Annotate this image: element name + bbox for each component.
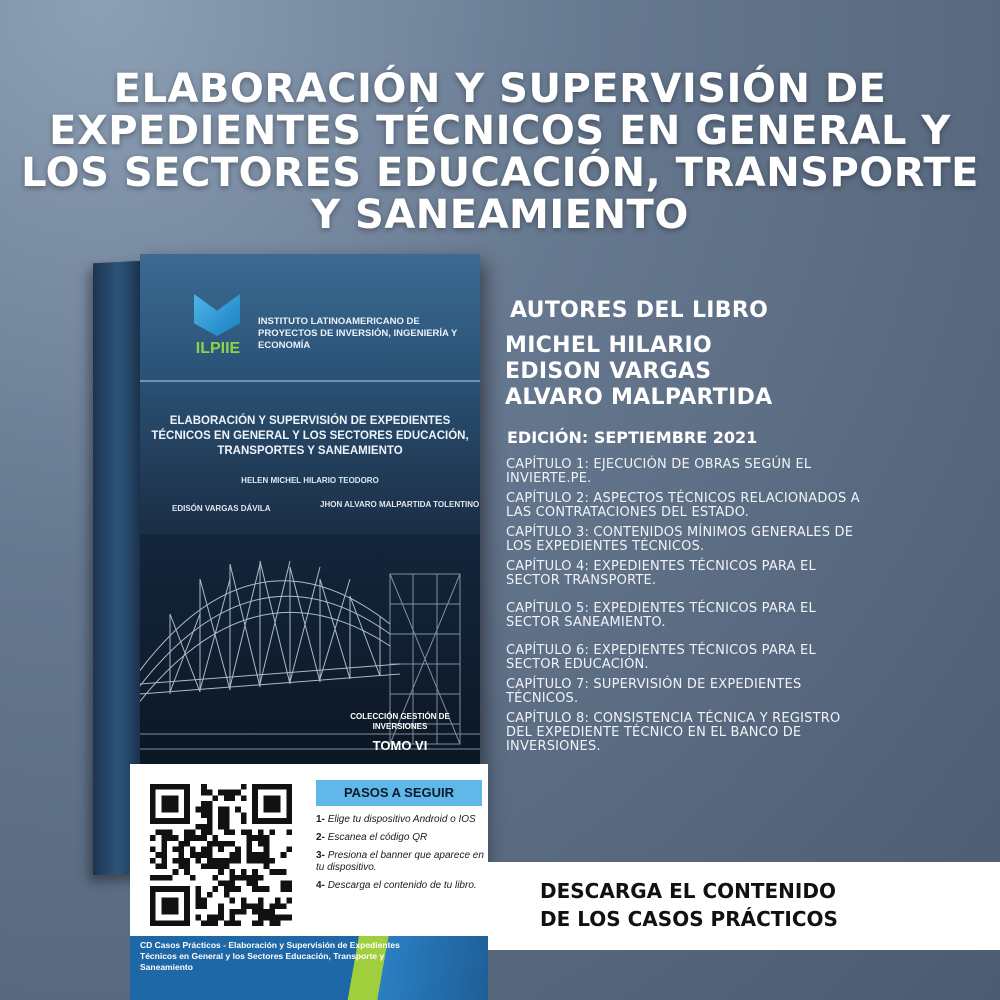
cover-author-2: EDISÓN VARGAS DÁVILA xyxy=(172,504,271,513)
step-item xyxy=(316,880,486,892)
headline-line-2: EXPEDIENTES TÉCNICOS EN GENERAL Y xyxy=(49,108,951,154)
step-item xyxy=(316,814,486,826)
author-name: MICHEL HILARIO xyxy=(505,333,713,358)
step-text: Escanea el código QR xyxy=(327,832,428,843)
cover-author-3: JHON ALVARO MALPARTIDA TOLENTINO xyxy=(320,500,480,509)
chapter-item: CAPÍTULO 8: CONSISTENCIA TÉCNICA Y REGISTRO DEL EXPEDIENTE TÉCNICO EN EL BANCO DE INVERSIONES. xyxy=(506,711,841,754)
step-number: 1- xyxy=(316,814,325,825)
qr-card xyxy=(130,764,488,1000)
step-item xyxy=(316,832,486,844)
steps-list xyxy=(316,814,486,898)
cover-author-1: HELEN MICHEL HILARIO TEODORO xyxy=(241,476,379,485)
chapter-list xyxy=(506,458,866,760)
headline-line-1: ELABORACIÓN Y SUPERVISIÓN DE xyxy=(113,66,887,112)
edition-label: EDICIÓN: SEPTIEMBRE 2021 xyxy=(507,428,758,447)
chapter-item: CAPÍTULO 6: EXPEDIENTES TÉCNICOS PARA EL SECTOR EDUCACIÓN. xyxy=(506,643,816,672)
headline xyxy=(20,68,980,236)
cover-title: ELABORACIÓN Y SUPERVISIÓN DE EXPEDIENTES TÉCNICOS EN GENERAL Y LOS SECTORES EDUCACIÓN, TRANSPORTES Y SANEAMIENTO xyxy=(151,415,469,457)
institute-name: INSTITUTO LATINOAMERICANO DE PROYECTOS DE INVERSIÓN, INGENIERÍA Y ECONOMÍA xyxy=(258,316,458,351)
logo-text: ILPIIE xyxy=(195,340,241,357)
book-logo-icon xyxy=(194,294,240,336)
chapter-item: CAPÍTULO 2: ASPECTOS TÉCNICOS RELACIONADOS A LAS CONTRATACIONES DEL ESTADO. xyxy=(506,491,860,520)
author-name: EDISON VARGAS xyxy=(505,359,712,384)
chapter-item: CAPÍTULO 5: EXPEDIENTES TÉCNICOS PARA EL SECTOR SANEAMIENTO. xyxy=(506,601,816,630)
step-number: 3- xyxy=(316,850,325,861)
chapter-item: CAPÍTULO 1: EJECUCIÓN DE OBRAS SEGÚN EL INVIERTE.PE. xyxy=(506,457,812,486)
step-text: Elige tu dispositivo Android o IOS xyxy=(327,814,476,825)
authors-label: AUTORES DEL LIBRO xyxy=(510,298,769,323)
ilpiie-logo xyxy=(188,294,250,360)
author-name: ALVARO MALPARTIDA xyxy=(505,385,773,410)
download-text xyxy=(540,877,980,933)
step-text: Presiona el banner que aparece en tu dispositivo. xyxy=(316,850,484,873)
collection-label: COLECCIÓN GESTIÓN DE INVERSIONES xyxy=(350,712,450,731)
tomo-label: TOMO VI xyxy=(372,738,428,753)
step-item xyxy=(316,850,486,874)
qr-footer-text: CD Casos Prácticos - Elaboración y Supervisión de Expedientes Técnicos en General y los Sectores Educación, Transporte y Saneamiento xyxy=(140,940,400,972)
cover-divider xyxy=(140,380,480,382)
headline-line-3: LOS SECTORES EDUCACIÓN, TRANSPORTE xyxy=(21,150,979,196)
qr-code[interactable] xyxy=(150,784,292,926)
step-text: Descarga el contenido de tu libro. xyxy=(327,880,477,891)
download-line-1: DESCARGA EL CONTENIDO xyxy=(540,879,836,903)
download-line-2: DE LOS CASOS PRÁCTICOS xyxy=(540,907,838,931)
chapter-item: CAPÍTULO 3: CONTENIDOS MÍNIMOS GENERALES DE LOS EXPEDIENTES TÉCNICOS. xyxy=(506,525,854,554)
step-number: 4- xyxy=(316,880,325,891)
step-number: 2- xyxy=(316,832,325,843)
headline-line-4: Y SANEAMIENTO xyxy=(311,192,689,238)
cover-header xyxy=(188,294,478,364)
chapter-item: CAPÍTULO 4: EXPEDIENTES TÉCNICOS PARA EL SECTOR TRANSPORTE. xyxy=(506,559,816,588)
steps-title: PASOS A SEGUIR xyxy=(316,780,482,806)
chapter-item: CAPÍTULO 7: SUPERVISIÓN DE EXPEDIENTES TÉCNICOS. xyxy=(506,677,802,706)
